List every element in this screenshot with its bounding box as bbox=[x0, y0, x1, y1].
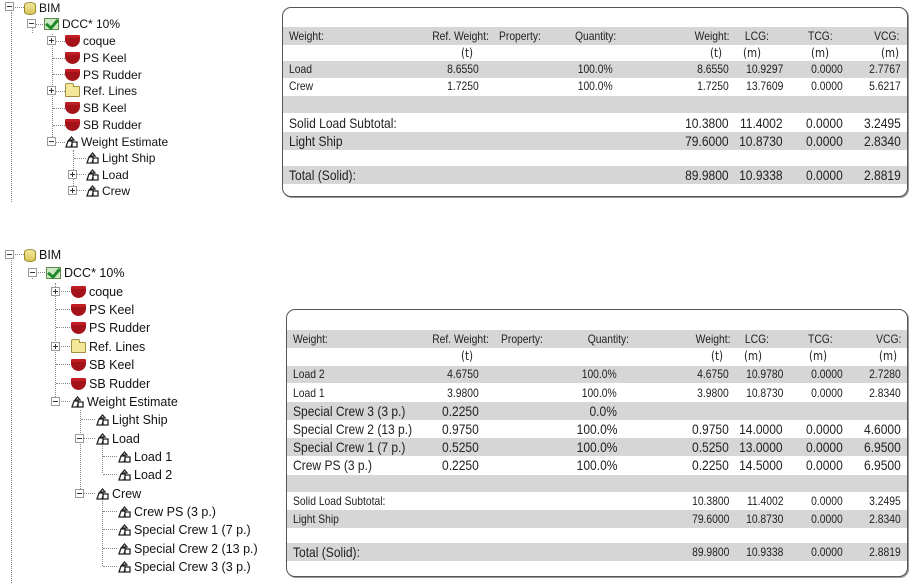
checkmark-design-icon bbox=[46, 267, 61, 279]
tree-item-sb-keel[interactable]: SB Keel bbox=[71, 356, 134, 374]
unit-vcg: (m) bbox=[878, 349, 897, 363]
tree-item-sb-rudder[interactable]: SB Rudder bbox=[65, 117, 142, 133]
weight-icon bbox=[96, 414, 109, 426]
collapse-toggle-bim[interactable] bbox=[5, 250, 14, 259]
weight-icon bbox=[96, 433, 109, 445]
header-property: Property: bbox=[501, 332, 543, 346]
header-property: Property: bbox=[499, 29, 541, 43]
tree-item-load-1[interactable]: Load 1 bbox=[118, 448, 172, 466]
header-vcg: VCG: bbox=[875, 332, 901, 346]
expand-toggle-coque[interactable] bbox=[47, 36, 56, 45]
tree-item-special-crew-1[interactable]: Special Crew 1 (7 p.) bbox=[118, 521, 251, 539]
header-vcg: VCG: bbox=[873, 29, 899, 43]
table-row[interactable]: Load 1 3.9800 100.0% 3.9800 10.8730 0.0000 2.8340 bbox=[293, 386, 901, 400]
checkmark-design-icon bbox=[44, 18, 59, 30]
tree-item-special-crew-2[interactable]: Special Crew 2 (13 p.) bbox=[118, 540, 258, 558]
weight-icon bbox=[118, 506, 131, 518]
header-lcg: LCG: bbox=[744, 332, 769, 346]
tree-item-special-crew-3[interactable]: Special Crew 3 (3 p.) bbox=[118, 558, 251, 576]
folder-icon bbox=[65, 86, 80, 97]
tree-item-bim[interactable]: BIM bbox=[24, 246, 61, 264]
table-row[interactable]: Special Crew 3 (3 p.) 0.2250 0.0% bbox=[287, 402, 907, 420]
tree-item-ps-keel[interactable]: PS Keel bbox=[65, 50, 126, 66]
weight-icon bbox=[118, 543, 131, 555]
header-tcg: TCG: bbox=[808, 332, 833, 346]
tree-item-coque[interactable]: coque bbox=[71, 283, 123, 301]
tree-item-light-ship[interactable]: Light Ship bbox=[86, 150, 155, 166]
collapse-toggle-weight-estimate[interactable] bbox=[47, 137, 56, 146]
table-row[interactable]: Special Crew 1 (7 p.) 0.5250 100.0% 0.5250 13.0000 0.0000 6.9500 bbox=[287, 438, 907, 456]
tree-item-ref-lines[interactable]: Ref. Lines bbox=[65, 83, 137, 99]
table-spacer-row bbox=[287, 475, 907, 492]
unit-tcg: (m) bbox=[810, 46, 829, 60]
expand-toggle-crew[interactable] bbox=[68, 186, 77, 195]
tree-item-dcc[interactable]: DCC* 10% bbox=[44, 16, 120, 32]
weight-icon bbox=[118, 451, 131, 463]
table-row[interactable]: Crew 1.7250 100.0% 1.7250 13.7609 0.0000 5.6217 bbox=[289, 79, 901, 93]
tree-item-sb-rudder[interactable]: SB Rudder bbox=[71, 375, 150, 393]
hull-icon bbox=[65, 119, 80, 131]
tree-item-dcc[interactable]: DCC* 10% bbox=[46, 264, 124, 282]
header-ref-weight: Ref. Weight: bbox=[432, 29, 489, 43]
hull-icon bbox=[65, 102, 80, 114]
table-header-row bbox=[283, 27, 907, 45]
weight-icon bbox=[65, 136, 78, 148]
bottom-tree-view bbox=[0, 245, 280, 583]
total-row: Total (Solid): 89.9800 10.9338 0.0000 2.8819 bbox=[287, 543, 907, 561]
tree-item-ps-keel[interactable]: PS Keel bbox=[71, 301, 134, 319]
collapse-toggle-bim[interactable] bbox=[5, 2, 14, 11]
tree-item-crew[interactable]: Crew bbox=[86, 183, 130, 199]
tree-item-weight-estimate[interactable]: Weight Estimate bbox=[71, 393, 178, 411]
header-quantity: Quantity: bbox=[587, 332, 629, 346]
unit-weight: (t) bbox=[709, 46, 722, 60]
expand-toggle-ref-lines[interactable] bbox=[51, 342, 60, 351]
hull-icon bbox=[71, 286, 86, 298]
hull-icon bbox=[65, 35, 80, 47]
unit-lcg: (m) bbox=[742, 46, 761, 60]
unit-lcg: (m) bbox=[743, 349, 762, 363]
tree-item-load[interactable]: Load bbox=[96, 430, 140, 448]
subtotal-row: Solid Load Subtotal: 10.3800 11.4002 0.0000 3.2495 bbox=[289, 115, 901, 131]
header-tcg: TCG: bbox=[808, 29, 833, 43]
collapse-toggle-weight-estimate[interactable] bbox=[51, 397, 60, 406]
table-spacer-row bbox=[283, 96, 907, 113]
light-ship-row: Light Ship 79.6000 10.8730 0.0000 2.8340 bbox=[283, 132, 907, 150]
tree-item-ps-rudder[interactable]: PS Rudder bbox=[65, 67, 142, 83]
tree-item-light-ship[interactable]: Light Ship bbox=[96, 411, 168, 429]
weight-icon bbox=[71, 396, 84, 408]
header-weight-name: Weight: bbox=[289, 29, 324, 43]
weight-icon bbox=[86, 169, 99, 181]
table-units-row bbox=[287, 348, 907, 365]
unit-weight: (t) bbox=[710, 349, 723, 363]
expand-toggle-ref-lines[interactable] bbox=[47, 86, 56, 95]
header-ref-weight: Ref. Weight: bbox=[432, 332, 489, 346]
tree-item-coque[interactable]: coque bbox=[65, 33, 116, 49]
tree-item-sb-keel[interactable]: SB Keel bbox=[65, 100, 126, 116]
header-lcg: LCG: bbox=[744, 29, 769, 43]
unit-ref-weight: (t) bbox=[460, 349, 474, 363]
table-row[interactable]: Load 8.6550 100.0% 8.6550 10.9297 0.0000 2.7767 bbox=[283, 61, 907, 78]
unit-vcg: (m) bbox=[880, 46, 899, 60]
weight-icon bbox=[96, 488, 109, 500]
subtotal-row: Solid Load Subtotal: 10.3800 11.4002 0.0000 3.2495 bbox=[293, 494, 901, 508]
total-row: Total (Solid): 89.9800 10.9338 0.0000 2.8819 bbox=[283, 166, 907, 184]
collapse-toggle-load[interactable] bbox=[75, 434, 84, 443]
tree-item-bim[interactable]: BIM bbox=[24, 0, 60, 16]
expand-toggle-load[interactable] bbox=[68, 170, 77, 179]
hull-icon bbox=[71, 322, 86, 334]
weight-icon bbox=[86, 152, 99, 164]
hull-icon bbox=[65, 69, 80, 81]
top-tree-view bbox=[0, 0, 200, 205]
tree-item-crew[interactable]: Crew bbox=[96, 485, 141, 503]
folder-icon bbox=[71, 342, 86, 353]
database-icon bbox=[24, 249, 36, 262]
top-weight-summary-panel bbox=[282, 7, 908, 197]
light-ship-row: Light Ship 79.6000 10.8730 0.0000 2.8340 bbox=[287, 510, 907, 528]
table-header-row bbox=[287, 330, 907, 348]
tree-item-ref-lines[interactable]: Ref. Lines bbox=[71, 338, 145, 356]
tree-item-ps-rudder[interactable]: PS Rudder bbox=[71, 319, 150, 337]
header-weight: Weight: bbox=[695, 332, 730, 346]
unit-tcg: (m) bbox=[808, 349, 827, 363]
hull-icon bbox=[71, 378, 86, 390]
table-row[interactable]: Load 2 4.6750 100.0% 4.6750 10.9780 0.0000 2.7280 bbox=[287, 366, 907, 383]
hull-icon bbox=[71, 359, 86, 371]
hull-icon bbox=[65, 52, 80, 64]
tree-item-load-2[interactable]: Load 2 bbox=[118, 466, 172, 484]
table-row[interactable]: Special Crew 2 (13 p.) 0.9750 100.0% 0.9750 14.0000 0.0000 4.6000 bbox=[293, 421, 901, 437]
tree-item-weight-estimate[interactable]: Weight Estimate bbox=[65, 134, 168, 150]
weight-icon bbox=[118, 561, 131, 573]
header-weight: Weight: bbox=[694, 29, 729, 43]
database-icon bbox=[24, 2, 36, 15]
header-quantity: Quantity: bbox=[575, 29, 617, 43]
expand-toggle-coque[interactable] bbox=[51, 287, 60, 296]
collapse-toggle-crew[interactable] bbox=[75, 489, 84, 498]
weight-icon bbox=[118, 469, 131, 481]
hull-icon bbox=[71, 304, 86, 316]
unit-ref-weight: (t) bbox=[460, 46, 474, 60]
weight-icon bbox=[86, 185, 99, 197]
table-units-row bbox=[283, 45, 907, 61]
collapse-toggle-dcc[interactable] bbox=[28, 268, 37, 277]
bottom-weight-summary-panel bbox=[286, 309, 908, 577]
table-row[interactable]: Crew PS (3 p.) 0.2250 100.0% 0.2250 14.5000 0.0000 6.9500 bbox=[293, 457, 901, 473]
tree-item-crew-ps[interactable]: Crew PS (3 p.) bbox=[118, 503, 216, 521]
weight-icon bbox=[118, 524, 131, 536]
tree-item-load[interactable]: Load bbox=[86, 167, 129, 183]
header-weight-name: Weight: bbox=[293, 332, 328, 346]
collapse-toggle-dcc[interactable] bbox=[27, 19, 36, 28]
